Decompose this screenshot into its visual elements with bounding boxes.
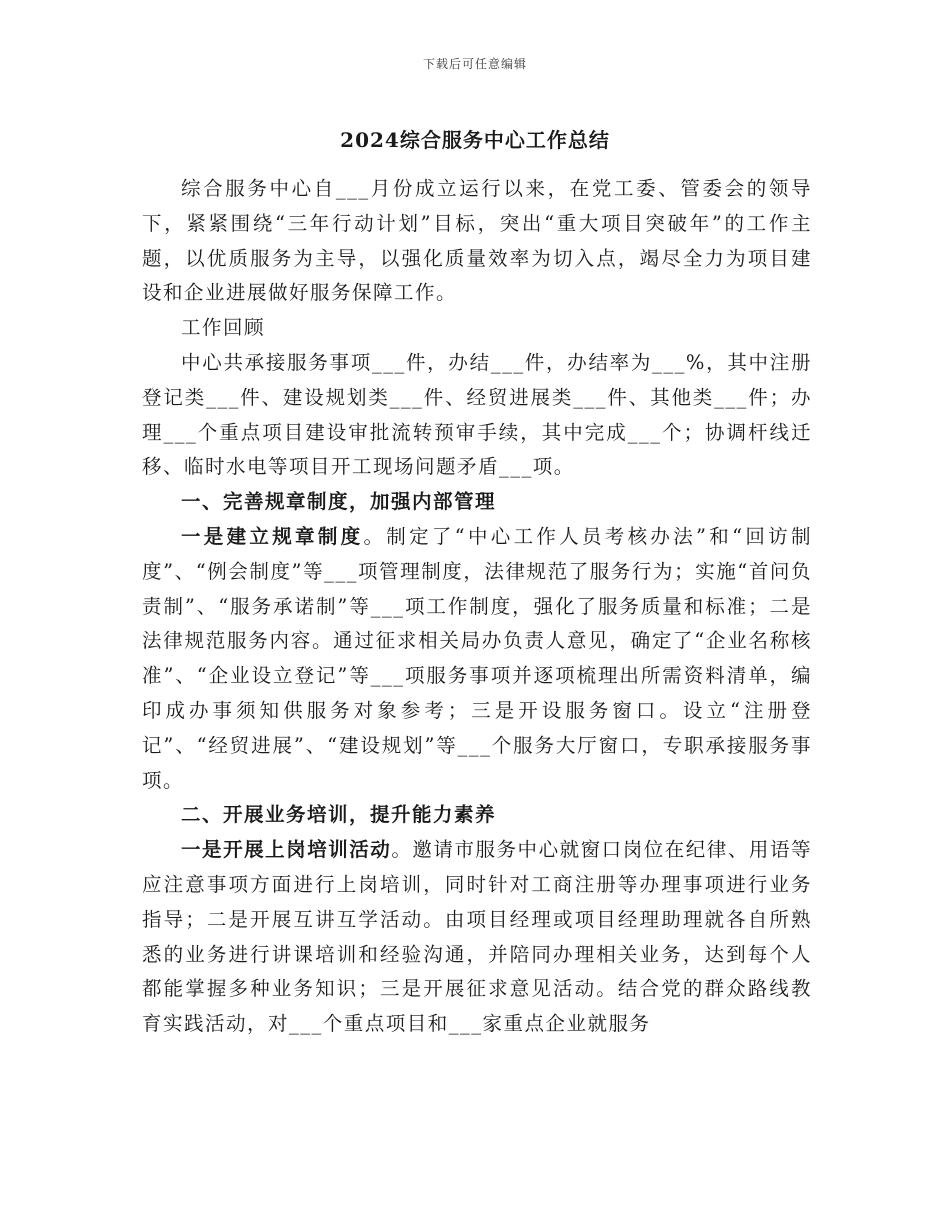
section2-lead: 一是开展上岗培训活动: [181, 838, 392, 862]
section1-heading: 一、完善规章制度，加强内部管理: [181, 490, 497, 514]
intro-paragraph: 综合服务中心自___月份成立运行以来，在党工委、管委会的领导下，紧紧围绕“三年行动计划”目标，突出“重大项目突破年”的工作主题，以优质服务为主导，以强化质量效率为切入点，竭尽全力为项目建设和企业进展做好服务保障工作。: [142, 177, 812, 305]
section2-text: 。邀请市服务中心就窗口岗位在纪律、用语等应注意事项方面进行上岗培训，同时针对工商注册等办理事项进行业务指导；二是开展互讲互学活动。由项目经理或项目经理助理就各自所熟悉的业务进行讲课培训和经验沟通，并陪同办理相关业务，达到每个人都能掌握多种业务知识；三是开展征求意见活动。结合党的群众路线教育实践活动，对___个重点项目和___家重点企业就服务: [142, 838, 812, 1036]
document-title: 2024综合服务中心工作总结: [340, 128, 610, 152]
section1-lead: 一是建立规章制度: [181, 524, 364, 548]
review-heading: 工作回顾: [181, 316, 266, 340]
section2-paragraph: [142, 833, 812, 1042]
section1-text: 。制定了“中心工作人员考核办法”和“回访制度”、“例会制度”等___项管理制度，法律规范了服务行为；实施“首问负责制”、“服务承诺制”等___项工作制度，强化了服务质量和标准；二是法律规范服务内容。通过征求相关局办负责人意见，确定了“企业名称核准”、“企业设立登记”等___项服务事项并逐项梳理出所需资料清单，编印成办事须知供服务对象参考；三是开设服务窗口。设立“注册登记”、“经贸进展”、“建设规划”等___个服务大厅窗口，专职承接服务事项。: [142, 524, 812, 792]
header-note: 下载后可任意编辑: [422, 57, 527, 71]
section2-heading: 二、开展业务培训，提升能力素养: [181, 803, 497, 827]
review-paragraph: 中心共承接服务事项___件，办结___件，办结率为___%，其中注册登记类___件、建设规划类___件、经贸进展类___件、其他类___件；办理___个重点项目建设审批流转预审手续，其中完成___个；协调杆线迁移、临时水电等项目开工现场问题矛盾___项。: [142, 350, 812, 479]
section1-paragraph: [142, 520, 812, 798]
document-body: [142, 172, 812, 1042]
